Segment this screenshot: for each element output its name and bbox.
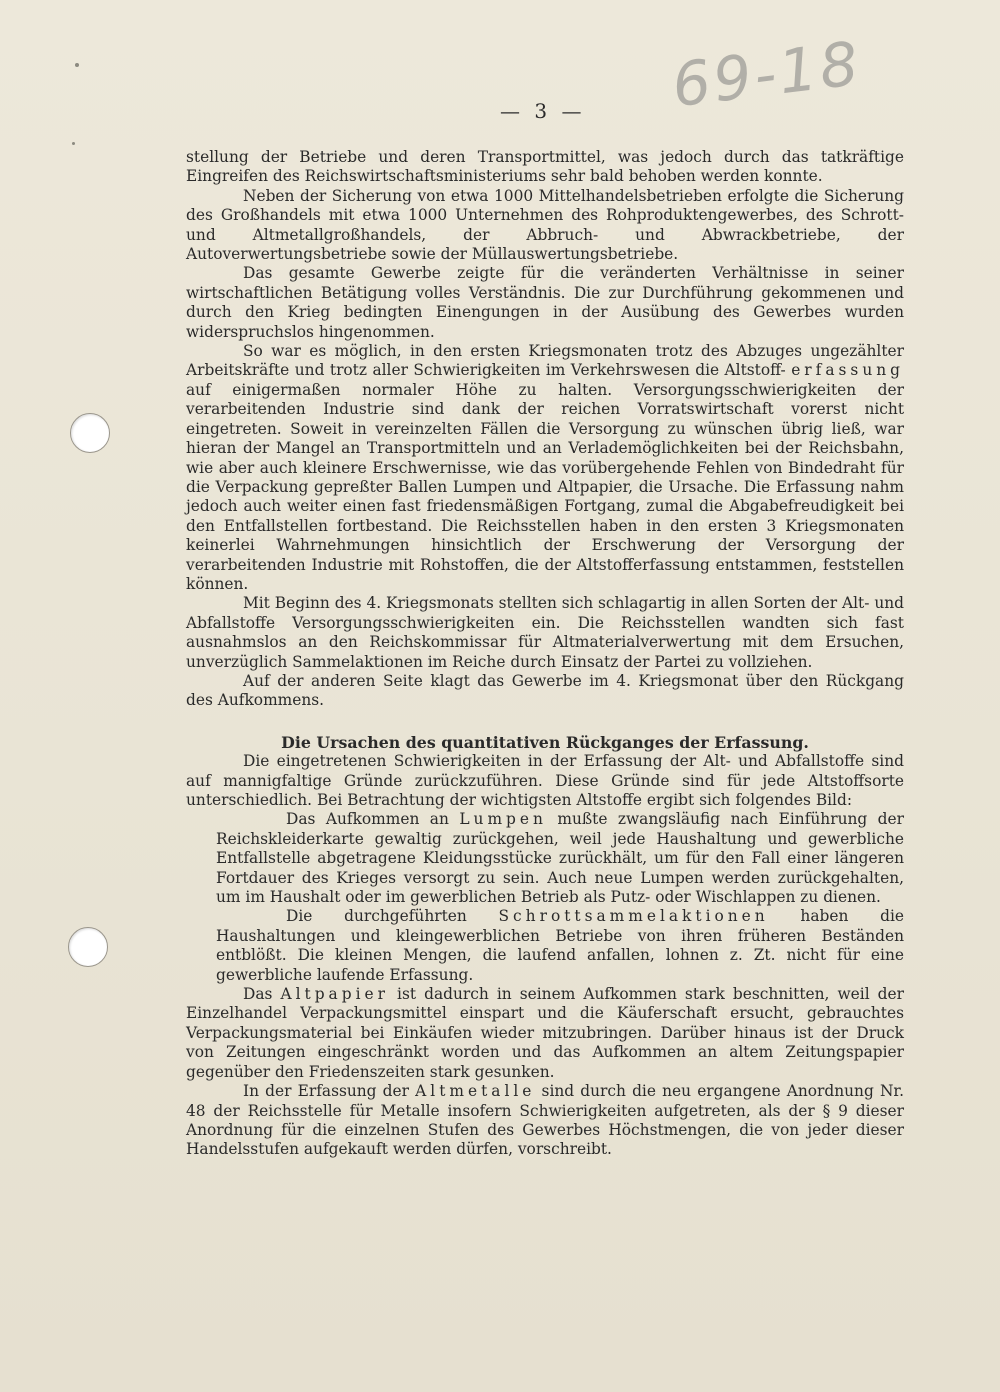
page-number: — 3 —	[500, 99, 586, 123]
text-run: Das Aufkommen an	[286, 810, 460, 829]
text-run: Die durchgeführten	[286, 907, 499, 926]
spaced-emphasis: Altpapier	[280, 985, 389, 1004]
paragraph: Neben der Sicherung von etwa 1000 Mittelhandelsbetrieben erfolgte die Sicherung des Großhandels mit etwa 1000 Unternehmen des Rohproduktengewerbes, des Schrott- und Altmetallgroßhandels, der Abbruch- und Abwrackbetriebe, der Autoverwertungsbetriebe sowie der Müllauswertungsbetriebe.	[186, 186, 904, 264]
spaced-emphasis: Altmetalle	[415, 1082, 536, 1101]
paragraph: Das gesamte Gewerbe zeigte für die veränderten Verhältnisse in seiner wirtschaftlichen Betätigung volles Verständnis. Die zur Durchführung gekommenen und durch den Krieg bedingten Einengungen in der Ausübung des Gewerbes wurden widerspruchslos hingenommen.	[186, 264, 904, 341]
paragraph	[186, 1082, 904, 1160]
text-run: haben die Haushaltungen und kleingewerblichen Betriebe von ihren früheren Beständen entblößt. Die kleinen Mengen, die laufend anfallen, lohnen z. Zt. nicht für eine gewerbliche laufende Erfassung.	[216, 907, 904, 984]
text-run: auf einigermaßen normaler Höhe zu halten. Versorgungsschwierigkeiten der verarbeitenden Industrie sind dank der reichen Vorratswirtschaft vorerst nicht eingetreten. Soweit in vereinzelten Fällen die Versorgung zu wünschen übrig ließ, war hieran der Mangel an Transportmitteln und an Verlademöglichkeiten bei der Reichsbahn, wie aber auch kleinere Erschwernisse, wie das vorübergehende Fehlen von Bindedraht für die Verpackung gepreßter Ballen Lumpen und Altpapier, die Ursache. Die Erfassung nahm jedoch auch weiter einen fast friedensmäßigen Fortgang, zumal die Abgabefreudigkeit bei den Entfallstellen fortbestand. Die Reichsstellen haben in den ersten 3 Kriegsmonaten keinerlei Wahrnehmungen hinsichtlich der Erschwerung der Versorgung der verarbeitenden Industrie mit Rohstoffen, die der Altstofferfassung entstammen, feststellen können.	[186, 380, 904, 593]
spaced-emphasis: erfassung	[791, 361, 904, 380]
body-text	[186, 148, 904, 1160]
handwritten-archive-number: 69-18	[668, 28, 865, 122]
paragraph	[216, 907, 904, 985]
paper-speck	[72, 142, 75, 145]
paper-speck	[75, 63, 79, 67]
paragraph: Mit Beginn des 4. Kriegsmonats stellten sich schlagartig in allen Sorten der Alt- und Abfallstoffe Versorgungsschwierigkeiten ein. Die Reichsstellen wandten sich fast ausnahmslos an den Reichskommissar für Altmaterialverwertung mit dem Ersuchen, unverzüglich Sammelaktionen im Reiche durch Einsatz der Partei zu vollziehen.	[186, 594, 904, 671]
punch-hole	[70, 413, 110, 453]
spaced-emphasis: Lumpen	[459, 810, 547, 829]
paragraph: Auf der anderen Seite klagt das Gewerbe im 4. Kriegsmonat über den Rückgang des Aufkommens.	[186, 671, 904, 710]
section-heading: Die Ursachen des quantitativen Rückganges der Erfassung.	[281, 732, 809, 752]
spaced-emphasis: Schrottsammelaktionen	[498, 907, 769, 926]
paragraph	[186, 985, 904, 1082]
paragraph: Die eingetretenen Schwierigkeiten in der Erfassung der Alt- und Abfallstoffe sind auf mannigfaltige Gründe zurückzuführen. Diese Gründe sind für jede Altstoffsorte unterschiedlich. Bei Betrachtung der wichtigsten Altstoffe ergibt sich folgendes Bild:	[186, 752, 904, 809]
text-run: So war es möglich, in den ersten Kriegsmonaten trotz des Abzuges ungezählter Arbeitskräfte und trotz aller Schwierigkeiten im Verkehrswesen die Altstoff-	[186, 342, 904, 380]
paragraph	[186, 342, 904, 594]
text-run: sind durch die neu ergangene Anordnung Nr. 48 der Reichsstelle für Metalle insofern Schwierigkeiten aufgetreten, als der § 9 dieser Anordnung für die einzelnen Stufen des Gewerbes Höchstmengen, die von jeder dieser Handelsstufen aufgekauft werden dürfen, vorschreibt.	[186, 1082, 904, 1159]
text-run: Das	[243, 985, 281, 1004]
paragraph	[216, 810, 904, 907]
punch-hole	[68, 927, 108, 967]
text-run: ist dadurch in seinem Aufkommen stark beschnitten, weil der Einzelhandel Verpackungsmittel einspart und die Käuferschaft ersucht, gebrauchtes Verpackungsmaterial bei Einkäufen wieder mitzubringen. Darüber hinaus ist der Druck von Zeitungen eingeschränkt worden und das Aufkommen an altem Zeitungspapier gegenüber den Friedenszeiten stark gesunken.	[186, 985, 904, 1081]
paragraph: stellung der Betriebe und deren Transportmittel, was jedoch durch das tatkräftige Eingreifen des Reichswirtschaftsministeriums sehr bald behoben werden konnte.	[186, 148, 904, 186]
text-run: mußte zwangsläufig nach Einführung der Reichskleiderkarte gewaltig zurückgehen, weil jede Haushaltung und gewerbliche Entfallstelle abgetragene Kleidungsstücke zurückhält, um für den Fall einer längeren Fortdauer des Krieges versorgt zu sein. Auch neue Lumpen werden zurückgehalten, um im Haushalt oder im gewerblichen Betrieb als Putz- oder Wischlappen zu dienen.	[216, 810, 904, 907]
text-run: In der Erfassung der	[243, 1082, 416, 1101]
